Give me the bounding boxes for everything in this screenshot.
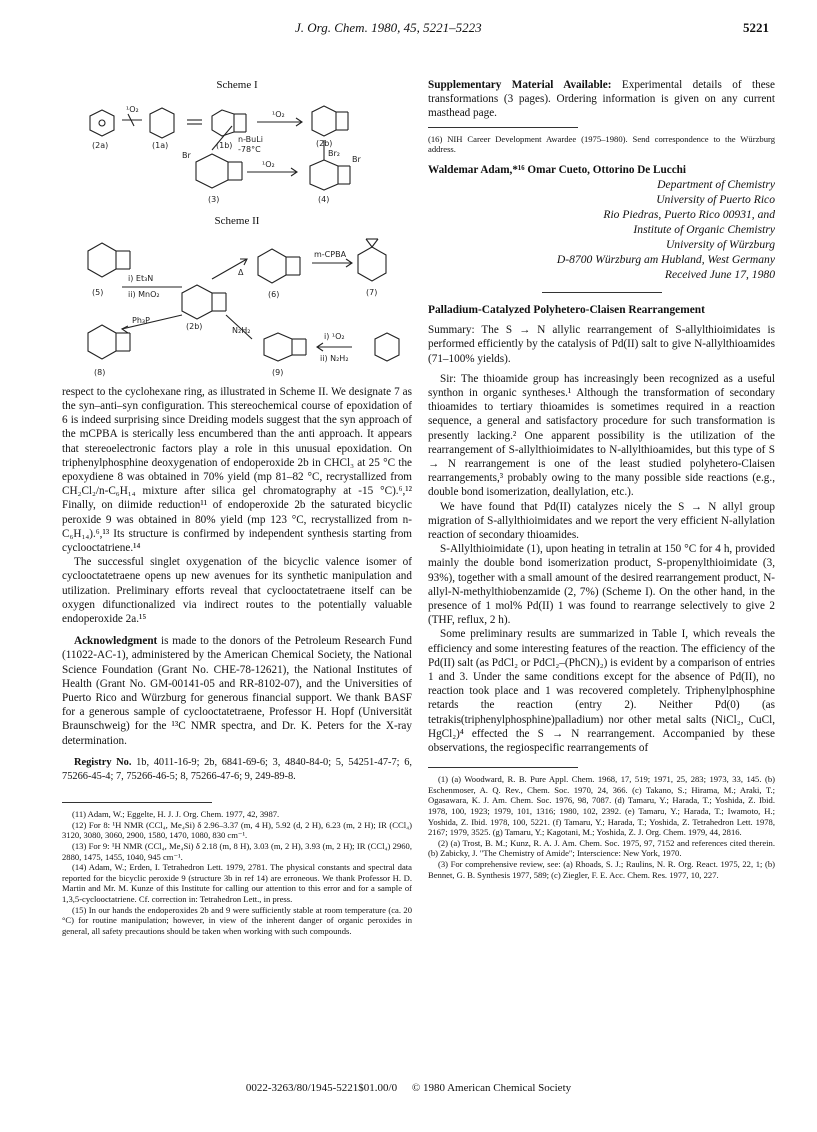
footnote-13: (13) For 9: ¹H NMR (CCl₄, Me₄Si) δ 2.18 (m, 8 H), 3.03 (m, 2 H), 3.93 (m, 2 H); IR (CCl₄) 2960, 2880, 1475, 1455, 1040, 945 cm⁻¹. bbox=[62, 841, 412, 862]
left-footnotes bbox=[62, 809, 412, 936]
footnote-15: (15) In our hands the endoperoxides 2b and 9 were sufficiently stable at room temperature (ca. 20 °C) for routine manipulation; however, in view of the inherent danger of organic peroxides in general, all safety precautions should be taken when working with such compounds. bbox=[62, 904, 412, 936]
scheme-1-title: Scheme I bbox=[216, 79, 258, 91]
footnote-16: (16) NIH Career Development Awardee (1975–1980). Send correspondence to the Würzburg address. bbox=[428, 133, 775, 155]
label-1a: (1a) bbox=[152, 141, 169, 151]
label-1b: (1b) bbox=[216, 141, 233, 151]
running-header bbox=[0, 20, 817, 40]
label-2b: (2b) bbox=[316, 139, 333, 149]
left-column bbox=[62, 78, 412, 936]
footnote-11: (11) Adam, W.; Eggelte, H. J. J. Org. Chem. 1977, 42, 3987. bbox=[72, 809, 280, 820]
reagent-ph3p: Ph₃P bbox=[132, 315, 150, 325]
reagent-o2-step: i) ¹O₂ bbox=[324, 331, 345, 341]
registry-heading: Registry No. bbox=[74, 756, 132, 768]
affiliation-line: University of Würzburg bbox=[665, 238, 775, 251]
reagent-et3n: i) Et₃N bbox=[128, 273, 154, 283]
label-8: (8) bbox=[94, 367, 106, 377]
acknowledgment-heading: Acknowledgment bbox=[74, 635, 158, 648]
label-7: (7) bbox=[366, 287, 378, 297]
label-3: (3) bbox=[208, 195, 220, 205]
scheme-1-diagram bbox=[62, 92, 412, 210]
substituent-br-b: Br bbox=[352, 155, 361, 165]
article-separator bbox=[542, 292, 662, 293]
article-code: 0022-3263/80/1945-5221$01.00/0 bbox=[245, 1082, 398, 1094]
page-number: 5221 bbox=[743, 20, 769, 35]
footnote-2: (2) (a) Trost, B. M.; Kunz, R. A. J. Am. Chem. Soc. 1975, 97, 7152 and references cited therein. (b) Zabicky, J. "The Chemistry of Amide"; Interscience: New York, 1970. bbox=[428, 837, 775, 859]
received-date: Received June 17, 1980 bbox=[664, 268, 775, 281]
reagent-mno2: ii) MnO₂ bbox=[128, 289, 160, 299]
supplementary-heading: Supplementary Material Available: bbox=[428, 79, 612, 91]
affiliation bbox=[428, 177, 775, 282]
reagent-o2-c: ¹O₂ bbox=[262, 160, 275, 170]
footnote-12: (12) For 8: ¹H NMR (CCl₄, Me₄Si) δ 2.96–3.37 (m, 4 H), 5.92 (d, 2 H), 6.23 (m, 2 H); IR (CCl₄) 3120, 3080, 3060, 2900, 1580, 1470, 1080, 830 cm⁻¹. bbox=[62, 819, 412, 841]
label-9: (9) bbox=[272, 367, 284, 377]
affiliation-line: Department of Chemistry bbox=[657, 178, 775, 191]
acknowledgment bbox=[62, 634, 412, 748]
left-paragraph-1: respect to the cyclohexane ring, as illustrated in Scheme II. We designate 7 as the syn–anti–syn configuration. This stereochemical course of epoxidation of 6 is indeed surprising since Dreiding models suggest that the syn approach of the mCPBA is sterically less encumbered than the anti approach. It appears that stereoelectronic factors play a role in this unusual epoxidation. On triphenylphosphine deoxygenation of endoperoxide 2b in CHCl₃ at 25 °C the epoxydiene 8 was obtained in 70% yield (mp 81–82 °C, recrystallized from CH₂Cl₂/n-C₆H₁₄ mixture after silica gel chromatography at -15 °C).⁶,¹² Finally, on diimide reduction¹¹ of endoperoxide 2b the saturated bicyclic peroxide 9 was obtained in 80% yield (mp 123 °C, recrystallized from n-C₆H₁₄).⁶,¹³ Its structure is confirmed by independent synthesis starting from cyclooctatriene.¹⁴ bbox=[62, 385, 412, 555]
affiliation-line: D-8700 Würzburg am Hubland, West Germany bbox=[556, 253, 775, 266]
registry-numbers bbox=[62, 756, 412, 784]
affiliation-line: Institute of Organic Chemistry bbox=[633, 223, 775, 236]
footnote-14: (14) Adam, W.; Erden, I. Tetrahedron Lett. 1979, 2781. The physical constants and spectral data reported for the bicyclic peroxide 9 (structure 3b in ref 14) are erroneous. We thank Professor H. D. Martin and Mr. M. Kunze of this Institute for calling our attention to this error and for a sample of 1,3,5-cyclooctatriene. Cf. correction in: Tetrahedron Lett., in press. bbox=[62, 862, 412, 905]
supplementary-material bbox=[428, 78, 775, 121]
substituent-br-a: Br bbox=[182, 151, 191, 161]
right-column bbox=[428, 78, 775, 880]
label-6: (6) bbox=[268, 289, 280, 299]
copyright: © 1980 American Chemical Society bbox=[411, 1082, 572, 1094]
reagent-temp: -78°C bbox=[238, 145, 261, 155]
reagent-nbuli: n-BuLi bbox=[238, 135, 263, 145]
right-paragraph-3: S-Allylthioimidate (1), upon heating in tetralin at 150 °C for 4 h, provided mainly the double bond isomerization product, S-propenylthioimidate (3, 93%), together with a small amount of the desired rearrangement product, N-allyl-N-methylthiobenzamide (2, 7%) (Scheme I). On the other hand, in the presence of 1 mol% Pd(II) 1 was found to rearrange selectively to give 2 (THF, reflux, 2 h). bbox=[428, 543, 775, 627]
reagent-n2h2: N₂H₂ bbox=[232, 325, 251, 335]
left-paragraph-2: The successful singlet oxygenation of the bicyclic valence isomer of cyclooctatetraene opens up new avenues for its synthetic manipulation and utilization. Preliminary efforts reveal that cyclooctatetraene itself can be oxygen difunctionalized via indirect routes to the potentially valuable endoperoxide 2a.¹⁵ bbox=[62, 556, 412, 626]
label-5: (5) bbox=[92, 287, 104, 297]
article-title: Palladium-Catalyzed Polyhetero-Claisen Rearrangement bbox=[428, 304, 705, 316]
right-paragraph-4: Some preliminary results are summarized in Table I, which reveals the efficiency and some interesting features of the reaction. The efficiency of the Pd(II) salt (as PdCl₂ or PdCl₂–(PhCN)₂) is evident by a comparison of entries 1 and 3. Under the same conditions except for the absence of Pd(II), no reaction took place and 1 was recovered completely. Triphenylphosphine retards the reaction (entry 2). Neither Pd(0) (as tetrakis(triphenylphosphine)palladium) nor other metal salts (NiCl₂, CuCl, HgCl₂)⁴ effected the S → N rearrangement. Accompanied by these observations, the regiospecific rearrangements of bbox=[428, 628, 775, 755]
footnote-rule-right bbox=[428, 127, 578, 128]
footnote-rule-right-2 bbox=[428, 767, 578, 768]
reagent-o2-b: ¹O₂ bbox=[272, 110, 285, 120]
right-paragraph-2: We have found that Pd(II) catalyzes nicely the S → N allyl group migration of S-allylthioimidates and we report the very efficient N-allylation reaction of secondary thioamides. bbox=[428, 500, 775, 542]
affiliation-line: Rio Piedras, Puerto Rico 00931, and bbox=[603, 208, 775, 221]
author-list: Waldemar Adam,*¹⁶ Omar Cueto, Ottorino De Lucchi bbox=[428, 163, 686, 176]
footnote-1: (1) (a) Woodward, R. B. Pure Appl. Chem. 1968, 17, 519; 1971, 25, 283; 1973, 33, 145. (b) Eschenmoser, A. Q. Rev., Chem. Soc. 1970, 24, 366. (c) Takano, S.; Hirama, M.; Araki, T.; Ogasawara, K. J. Am. Chem. Soc. 1976, 98, 7087. (d) Tamaru, Y.; Harada, T.; Yoshida, Z. Ibid. 1978, 100, 1923; 1979, 101, 1316; 1980, 102, 2392. (e) Tamaru, Y.; Harada, T.; Iwamoto, H.; Yoshida, Z. Ibid. 1978, 100, 5221. (f) Tamaru, Y.; Harada, T.; Yoshida, Z. Tetrahedron Lett. 1978, 2167; 1979, 3525. (g) Tamaru, Y.; Kagotani, M.; Yoshida, Z. J. Org. Chem. 1979, 44, 2816. bbox=[428, 774, 775, 838]
page-footer bbox=[0, 1082, 817, 1094]
label-4: (4) bbox=[318, 195, 330, 205]
label-central-2b: (2b) bbox=[186, 321, 203, 331]
reagent-n2h2-step: ii) N₂H₂ bbox=[320, 353, 349, 363]
scheme-2-title: Scheme II bbox=[214, 215, 260, 228]
scheme-2-diagram bbox=[62, 229, 412, 381]
footnote-rule bbox=[62, 802, 212, 803]
reagent-o2-a: ¹O₂ bbox=[126, 105, 139, 115]
footnote-3: (3) For comprehensive review, see: (a) Rhoads, S. J.; Raulins, N. R. Org. React. 1975, 22, 1; (b) Bennet, G. B. Synthesis 1977, 589; (c) Ziegler, F. E. Acc. Chem. Res. 1977, 10, 227. bbox=[428, 859, 775, 880]
reagent-br2: Br₂ bbox=[328, 149, 340, 159]
acknowledgment-text: is made to the donors of the Petroleum Research Fund (11022-AC-1), administered by the American Chemical Society, the National Science Foundation (Grant No. CHE-78-12621), the National Institutes of Health (Grant No. GM-00141-05 and RR-8102-07), and the Universities of Puerto Rico and Würzburg for generous financial support. We thank BASF for a generous sample of cyclooctatetraene, Professor H. Hopf (Universität Braunschweig) for the ¹³C NMR spectra, and Dr. K. Peters for the X-ray determination. bbox=[62, 635, 413, 747]
journal-citation: J. Org. Chem. 1980, 45, 5221–5223 bbox=[295, 20, 482, 35]
affiliation-line: University of Puerto Rico bbox=[656, 193, 775, 206]
summary: Summary: The S → N allylic rearrangement of S-allylthioimidates is performed efficiently by the catalysis of Pd(II) salt to give N-allylthioamides (71–100% yields). bbox=[428, 324, 775, 365]
right-footnotes bbox=[428, 774, 775, 880]
right-paragraph-1: Sir: The thioamide group has increasingly been recognized as a useful synthon in organic syntheses.¹ Although the transformation of secondary thioamides to tertiary thioamides is sometimes required in a reaction sequence, a general and satisfactory procedure for such transformation is presently lacking.² One apparent possibility is the utilization of the rearrangement of S-allylthioimidates to N-allylthioamides, but this type of S → N rearrangement is one of the least studied polyhetero-Claisen rearrangements,³ probably owing to the many possible side reactions (e.g., double bond isomerization, deallylation, etc.). bbox=[428, 372, 775, 499]
reagent-heat: Δ bbox=[238, 267, 244, 277]
label-2a: (2a) bbox=[92, 141, 109, 151]
reagent-mcpba: m-CPBA bbox=[314, 249, 347, 259]
supplementary-text: Experimental details of these transformations (3 pages). Ordering information is given on any current masthead page. bbox=[428, 79, 775, 120]
registry-text: 1b, 4011-16-9; 2b, 6841-69-6; 3, 4840-84-0; 5, 54251-47-7; 6, 75266-45-4; 7, 75266-46-5; 8, 75266-47-6; 9, 249-89-8. bbox=[62, 756, 412, 783]
